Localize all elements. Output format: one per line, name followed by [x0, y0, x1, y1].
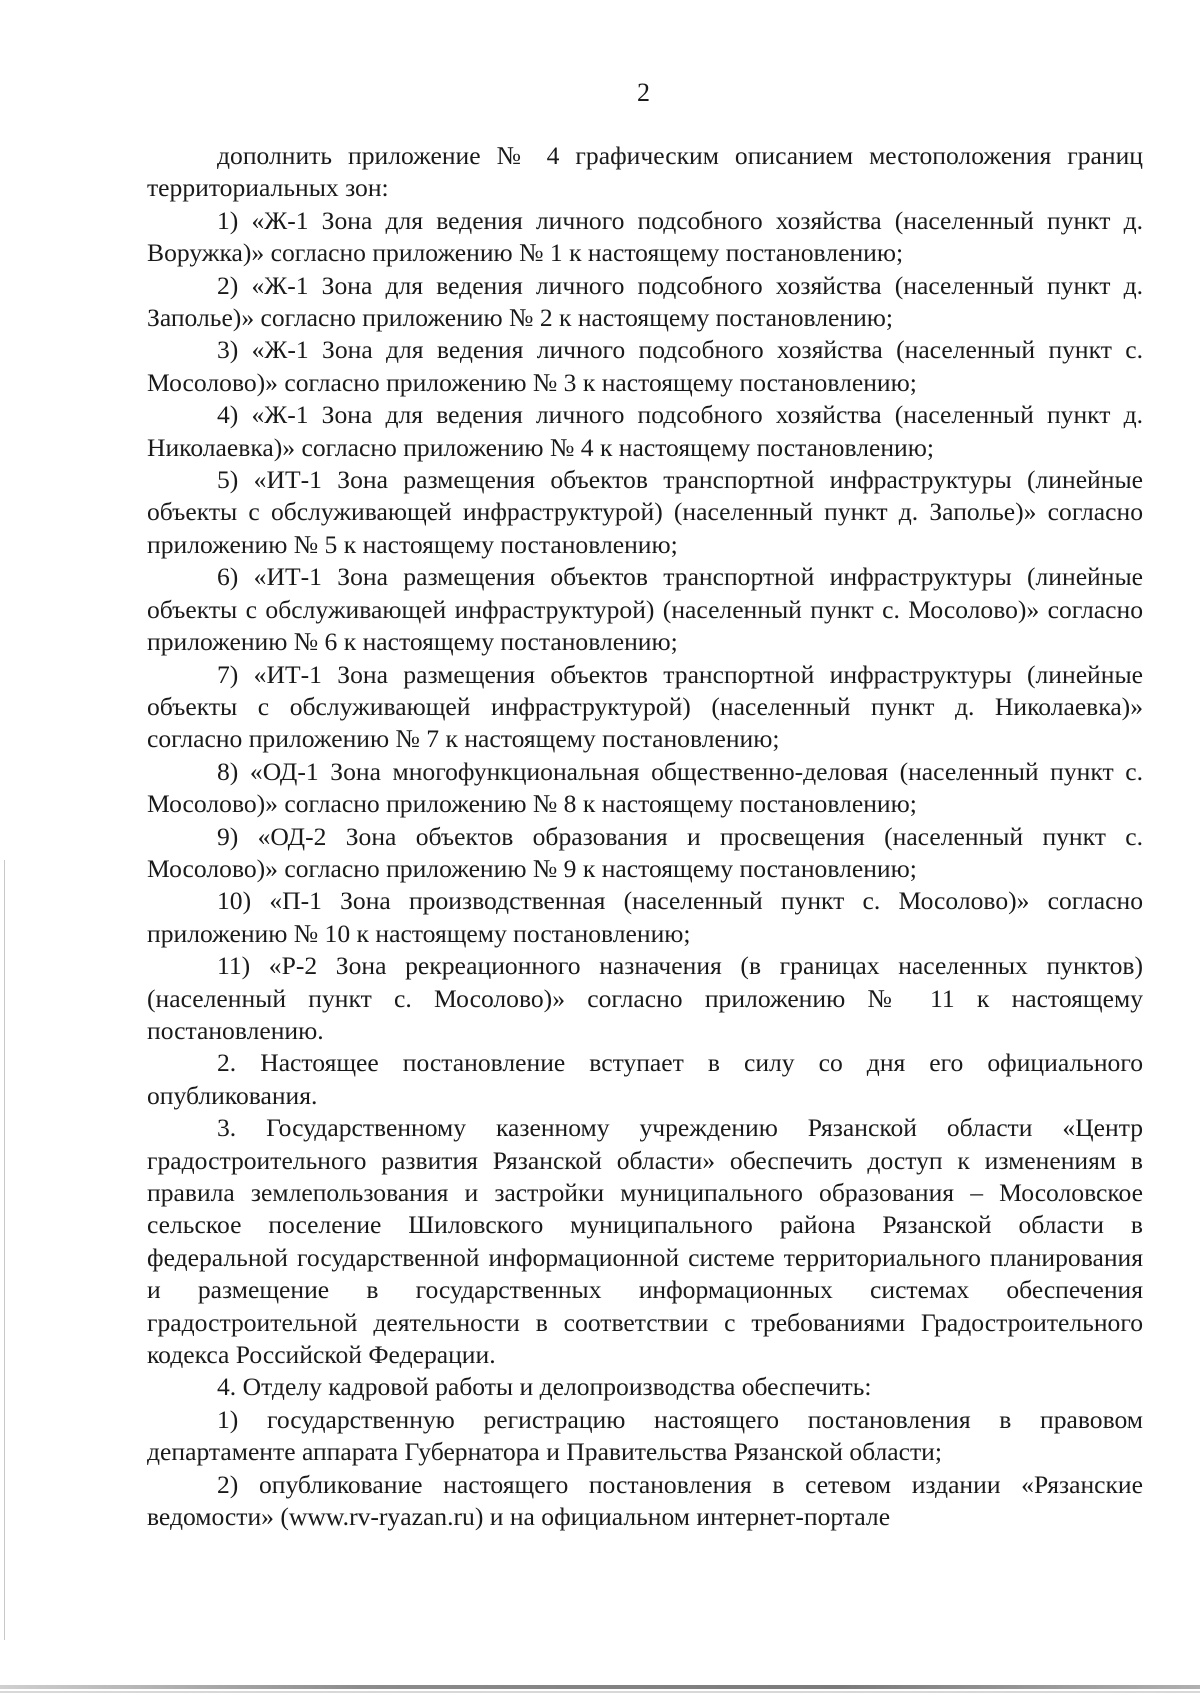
- clause-3-access: 3. Государственному казенному учреждению Рязанской области «Центр градостроительного развития Рязанской области» обеспечить доступ к изменениям в правила землепользования и застройки муниципального образования – Мосоловское сельское поселение Шиловского муниципального района Рязанской области в федеральной государственной информационной системе территориального планирования и размещение в государственных информационных системах обеспечения градостроительной деятельности в соответствии с требованиями Градостроительного кодекса Российской Федерации.: [147, 1113, 1143, 1370]
- list-item-zh1-mosolovo: 3) «Ж-1 Зона для ведения личного подсобного хозяйства (населенный пункт с. Мосолово)» согласно приложению № 3 к настоящему постановлению;: [147, 335, 1143, 397]
- list-item-r2-mosolovo: 11) «Р-2 Зона рекреационного назначения (в границах населенных пунктов) (населенный пункт с. Мосолово)» согласно приложению № 11 к настоящему постановлению.: [147, 951, 1143, 1045]
- list-item-p1-mosolovo: 10) «П-1 Зона производственная (населенный пункт с. Мосолово)» согласно приложению № 10 к настоящему постановлению;: [147, 886, 1143, 948]
- paragraph-intro: дополнить приложение № 4 графическим описанием местоположения границ территориальных зон:: [147, 141, 1143, 203]
- list-item-zh1-vorujka: 1) «Ж-1 Зона для ведения личного подсобного хозяйства (населенный пункт д. Воружка)» согласно приложению № 1 к настоящему постановлению;: [147, 205, 1143, 268]
- list-item-zh1-nikolaevka: 4) «Ж-1 Зона для ведения личного подсобного хозяйства (населенный пункт д. Николаевка)» согласно приложению № 4 к настоящему постановлению;: [147, 400, 1143, 462]
- scan-edge-bottom: [0, 1685, 1200, 1689]
- document-body: [147, 140, 1143, 1533]
- clause-4-department: 4. Отделу кадровой работы и делопроизводства обеспечить:: [217, 1372, 872, 1402]
- list-item-it1-zapolye: 5) «ИТ-1 Зона размещения объектов транспортной инфраструктуры (линейные объекты с обслуживающей инфраструктурой) (населенный пункт д. Заполье)» согласно приложению № 5 к настоящему постановлению;: [147, 465, 1143, 559]
- page-number: 2: [637, 78, 650, 107]
- list-item-od2-mosolovo: 9) «ОД-2 Зона объектов образования и просвещения (населенный пункт с. Мосолово)» согласно приложению № 9 к настоящему постановлению;: [147, 821, 1143, 883]
- list-item-zh1-zapolye: 2) «Ж-1 Зона для ведения личного подсобного хозяйства (населенный пункт д. Заполье)» согласно приложению № 2 к настоящему постановлению;: [147, 270, 1143, 333]
- scan-edge-bottom-shadow: [0, 1691, 1200, 1693]
- scan-edge-left: [4, 0, 5, 1697]
- clause-2-effective-date: 2. Настоящее постановление вступает в силу со дня его официального опубликования.: [147, 1048, 1143, 1110]
- list-item-it1-mosolovo: 6) «ИТ-1 Зона размещения объектов транспортной инфраструктуры (линейные объекты с обслуживающей инфраструктурой) (населенный пункт с. Мосолово)» согласно приложению № 6 к настоящему постановлению;: [147, 562, 1143, 657]
- clause-4-item-1-registration: 1) государственную регистрацию настоящего постановления в правовом департаменте аппарата Губернатора и Правительства Рязанской области;: [147, 1404, 1143, 1467]
- list-item-it1-nikolaevka: 7) «ИТ-1 Зона размещения объектов транспортной инфраструктуры (линейные объекты с обслуживающей инфраструктурой) (населенный пункт д. Николаевка)» согласно приложению № 7 к настоящему постановлению;: [147, 659, 1143, 754]
- list-item-od1-mosolovo: 8) «ОД-1 Зона многофункциональная общественно-деловая (населенный пункт с. Мосолово)» согласно приложению № 8 к настоящему постановлению;: [147, 756, 1143, 819]
- clause-4-item-2-publication: 2) опубликование настоящего постановления в сетевом издании «Рязанские ведомости» (www.rv-ryazan.ru) и на официальном интернет-портале: [147, 1469, 1143, 1532]
